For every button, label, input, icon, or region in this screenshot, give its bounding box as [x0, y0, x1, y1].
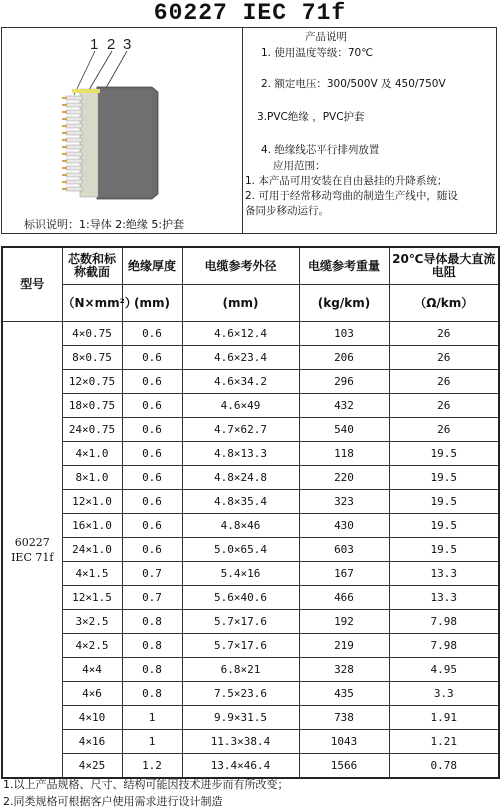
resistance-cell: 26 [389, 394, 499, 418]
section-cell: 24×0.75 [62, 418, 122, 442]
application-heading: 应用范围： [273, 160, 326, 172]
resistance-cell: 1.91 [389, 706, 499, 730]
legend-text: 标识说明：1:导体 2:绝缘 5:护套 [24, 218, 185, 231]
spec-table [1, 246, 500, 779]
section-cell: 4×16 [62, 730, 122, 754]
table-row [2, 442, 499, 466]
thickness-cell: 1 [122, 730, 182, 754]
thickness-cell: 0.8 [122, 610, 182, 634]
diagram-label-1: 1 [90, 36, 99, 53]
spec-table-wrapper [1, 246, 498, 779]
header-resistance: 20℃导体最大直流电阻 [389, 247, 499, 285]
diameter-cell: 4.8×46 [182, 514, 299, 538]
thickness-cell: 0.6 [122, 514, 182, 538]
description-heading: 产品说明 [305, 31, 347, 43]
note-2: 2.同类规格可根据客户使用需求进行设计制造 [3, 795, 223, 808]
diameter-cell: 4.8×35.4 [182, 490, 299, 514]
unit-section: （N×mm²） [62, 285, 122, 322]
weight-cell: 603 [299, 538, 389, 562]
section-cell: 3×2.5 [62, 610, 122, 634]
thickness-cell: 0.6 [122, 322, 182, 346]
table-row [2, 586, 499, 610]
application-item-2: 2. 可用于经常移动弯曲的制造生产线中，随设 [245, 190, 458, 202]
thickness-cell: 0.6 [122, 394, 182, 418]
cable-diagram [2, 28, 242, 235]
table-row [2, 634, 499, 658]
thickness-cell: 0.7 [122, 562, 182, 586]
thickness-cell: 1.2 [122, 754, 182, 779]
unit-weight: (kg/km) [299, 285, 389, 322]
table-row [2, 610, 499, 634]
resistance-cell: 4.95 [389, 658, 499, 682]
thickness-cell: 0.6 [122, 442, 182, 466]
table-row [2, 346, 499, 370]
weight-cell: 430 [299, 514, 389, 538]
diameter-cell: 4.6×23.4 [182, 346, 299, 370]
resistance-cell: 26 [389, 322, 499, 346]
header-row [2, 247, 499, 285]
diameter-cell: 13.4×46.4 [182, 754, 299, 779]
diagram-label-3: 3 [123, 36, 132, 53]
diameter-cell: 9.9×31.5 [182, 706, 299, 730]
table-row [2, 490, 499, 514]
table-row [2, 538, 499, 562]
application-item-2-cont: 备同步移动运行。 [245, 205, 329, 217]
thickness-cell: 0.6 [122, 466, 182, 490]
table-row [2, 562, 499, 586]
section-cell: 4×6 [62, 682, 122, 706]
thickness-cell: 1 [122, 706, 182, 730]
section-cell: 4×2.5 [62, 634, 122, 658]
section-cell: 16×1.0 [62, 514, 122, 538]
diameter-cell: 5.7×17.6 [182, 610, 299, 634]
unit-diameter: (mm) [182, 285, 299, 322]
diameter-cell: 5.0×65.4 [182, 538, 299, 562]
section-cell: 4×1.5 [62, 562, 122, 586]
section-cell: 4×1.0 [62, 442, 122, 466]
header-thickness: 绝缘厚度 [122, 247, 182, 285]
section-cell: 18×0.75 [62, 394, 122, 418]
section-cell: 4×25 [62, 754, 122, 779]
table-row [2, 418, 499, 442]
note-1: 1.以上产品规格、尺寸、结构可能因技术进步而有所改变； [3, 778, 289, 791]
diameter-cell: 4.7×62.7 [182, 418, 299, 442]
thickness-cell: 0.6 [122, 370, 182, 394]
cores-group [62, 96, 82, 191]
diameter-cell: 6.8×21 [182, 658, 299, 682]
table-row [2, 514, 499, 538]
diameter-cell: 4.6×12.4 [182, 322, 299, 346]
weight-cell: 540 [299, 418, 389, 442]
weight-cell: 296 [299, 370, 389, 394]
table-row [2, 754, 499, 779]
resistance-cell: 0.78 [389, 754, 499, 779]
section-cell: 4×0.75 [62, 322, 122, 346]
resistance-cell: 1.21 [389, 730, 499, 754]
weight-cell: 1566 [299, 754, 389, 779]
table-row [2, 730, 499, 754]
product-description [243, 28, 497, 233]
resistance-cell: 7.98 [389, 634, 499, 658]
table-row [2, 370, 499, 394]
section-cell: 4×10 [62, 706, 122, 730]
weight-cell: 219 [299, 634, 389, 658]
table-row [2, 682, 499, 706]
header-section: 芯数和标称截面 [62, 247, 122, 285]
thickness-cell: 0.6 [122, 490, 182, 514]
header-unit-row [2, 285, 499, 322]
header-diameter: 电缆参考外径 [182, 247, 299, 285]
weight-cell: 167 [299, 562, 389, 586]
weight-cell: 738 [299, 706, 389, 730]
resistance-cell: 3.3 [389, 682, 499, 706]
weight-cell: 192 [299, 610, 389, 634]
diameter-cell: 5.7×17.6 [182, 634, 299, 658]
weight-cell: 466 [299, 586, 389, 610]
description-item-1: 1. 使用温度等级：70℃ [261, 47, 374, 59]
resistance-cell: 19.5 [389, 490, 499, 514]
resistance-cell: 26 [389, 346, 499, 370]
diameter-cell: 4.8×13.3 [182, 442, 299, 466]
section-cell: 8×0.75 [62, 346, 122, 370]
diameter-cell: 4.6×49 [182, 394, 299, 418]
diagram-label-2: 2 [107, 36, 116, 53]
section-cell: 24×1.0 [62, 538, 122, 562]
notes [3, 776, 289, 810]
resistance-cell: 19.5 [389, 466, 499, 490]
resistance-cell: 19.5 [389, 514, 499, 538]
thickness-cell: 0.6 [122, 538, 182, 562]
document-title: 60227 IEC 71f [153, 0, 347, 26]
description-item-2: 2. 额定电压：300/500V 及 450/750V [261, 78, 446, 90]
resistance-cell: 26 [389, 418, 499, 442]
weight-cell: 328 [299, 658, 389, 682]
section-cell: 12×1.0 [62, 490, 122, 514]
header-weight: 电缆参考重量 [299, 247, 389, 285]
thickness-cell: 0.8 [122, 658, 182, 682]
table-row [2, 394, 499, 418]
model-cell: 60227 IEC 71f [2, 322, 62, 779]
resistance-cell: 26 [389, 370, 499, 394]
weight-cell: 432 [299, 394, 389, 418]
description-item-3: 3.PVC绝缘 ，PVC护套 [257, 111, 365, 123]
diameter-cell: 4.6×34.2 [182, 370, 299, 394]
weight-cell: 206 [299, 346, 389, 370]
weight-cell: 435 [299, 682, 389, 706]
flat-cable-illustration [2, 28, 242, 235]
table-row [2, 706, 499, 730]
diameter-cell: 5.6×40.6 [182, 586, 299, 610]
thickness-cell: 0.6 [122, 418, 182, 442]
weight-cell: 103 [299, 322, 389, 346]
section-cell: 8×1.0 [62, 466, 122, 490]
table-row [2, 322, 499, 346]
resistance-cell: 13.3 [389, 562, 499, 586]
thickness-cell: 0.8 [122, 682, 182, 706]
weight-cell: 220 [299, 466, 389, 490]
thickness-cell: 0.8 [122, 634, 182, 658]
thickness-cell: 0.6 [122, 346, 182, 370]
diameter-cell: 5.4×16 [182, 562, 299, 586]
diameter-cell: 11.3×38.4 [182, 730, 299, 754]
section-cell: 12×0.75 [62, 370, 122, 394]
product-info-box [1, 27, 497, 234]
weight-cell: 1043 [299, 730, 389, 754]
weight-cell: 118 [299, 442, 389, 466]
resistance-cell: 19.5 [389, 442, 499, 466]
unit-resistance: （Ω/km） [389, 285, 499, 322]
thickness-cell: 0.7 [122, 586, 182, 610]
table-row [2, 466, 499, 490]
section-cell: 4×4 [62, 658, 122, 682]
resistance-cell: 19.5 [389, 538, 499, 562]
diameter-cell: 4.8×24.8 [182, 466, 299, 490]
diameter-cell: 7.5×23.6 [182, 682, 299, 706]
resistance-cell: 13.3 [389, 586, 499, 610]
weight-cell: 323 [299, 490, 389, 514]
resistance-cell: 7.98 [389, 610, 499, 634]
description-item-4: 4. 绝缘线芯平行排列放置 [261, 144, 380, 156]
section-cell: 12×1.5 [62, 586, 122, 610]
spec-table-body [2, 322, 499, 779]
table-row [2, 658, 499, 682]
unit-thickness: (mm) [122, 285, 182, 322]
header-model: 型号 [2, 247, 62, 322]
application-item-1: 1. 本产品可用安装在自由悬挂的升降系统； [245, 175, 448, 187]
